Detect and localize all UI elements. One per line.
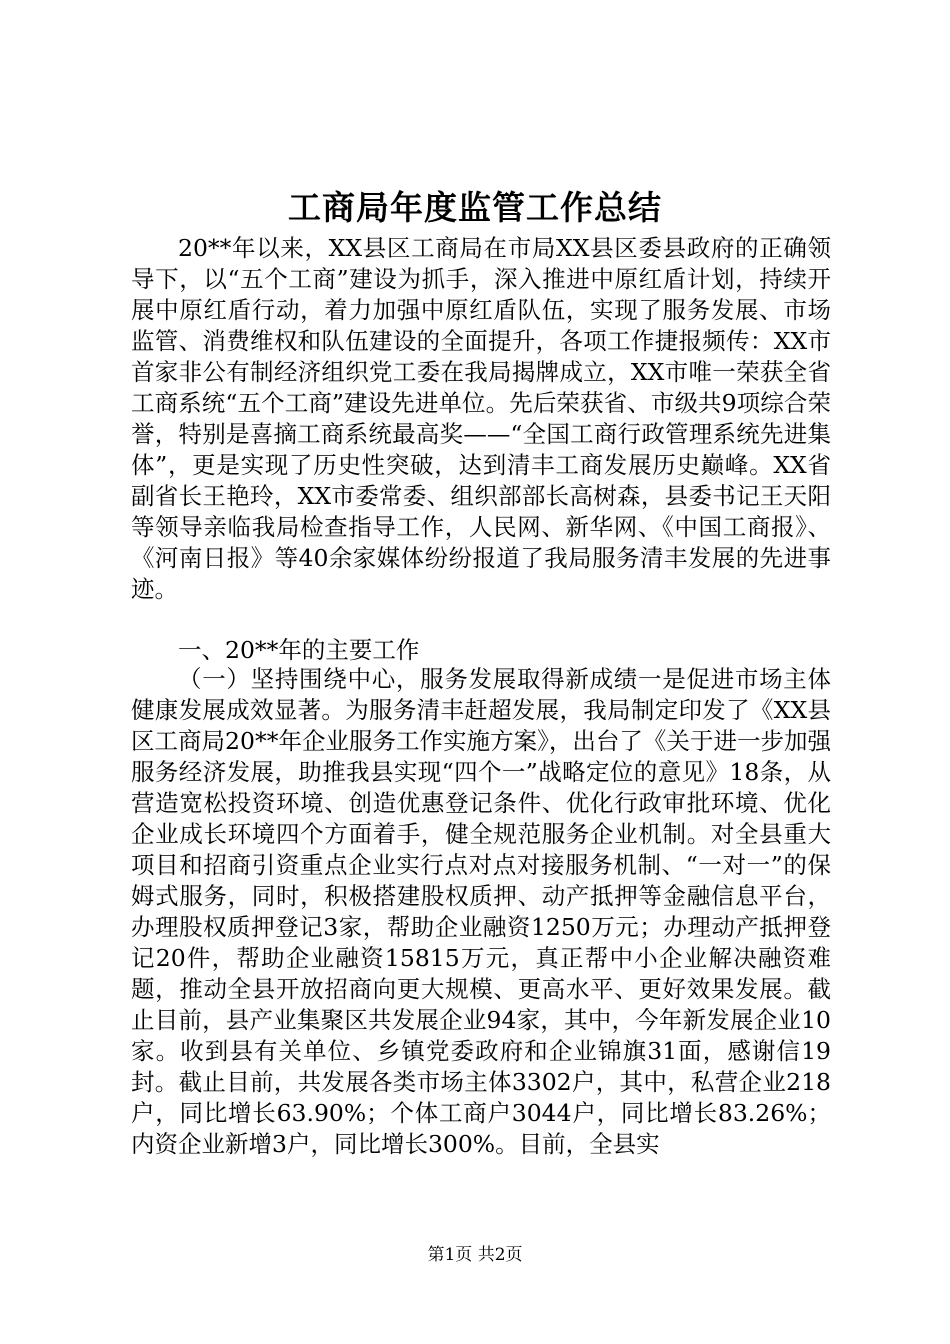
page-footer: 第1页 共2页 (427, 1245, 523, 1265)
intro-paragraph: 20**年以来，XX县区工商局在市局XX县区委县政府的正确领导下，以“五个工商”建设为抓手，深入推进中原红盾计划，持续开展中原红盾行动，着力加强中原红盾队伍，实现了服务发展、市场监管、消费维权和队伍建设的全面提升，各项工作捷报频传：XX市首家非公有制经济组织党工委在我局揭牌成立，XX市唯一荣获全省工商系统“五个工商”建设先进单位。先后荣获省、市级共9项综合荣誉，特别是喜摘工商系统最高奖——“全国工商行政管理系统先进集体”，更是实现了历史性突破，达到清丰工商发展历史巅峰。XX省副省长王艳玲，XX市委常委、组织部部长高树森，县委书记王天阳等领导亲临我局检查指导工作，人民网、新华网、《中国工商报》、《河南日报》等40余家媒体纷纷报道了我局服务清丰发展的先进事迹。 (131, 234, 831, 603)
document-title: 工商局年度监管工作总结 (288, 188, 662, 227)
section-paragraph: （一）坚持围绕中心，服务发展取得新成绩一是促进市场主体健康发展成效显著。为服务清丰赶超发展，我局制定印发了《XX县区工商局20**年企业服务工作实施方案》，出台了《关于进一步加强服务经济发展，助推我县实现“四个一”战略定位的意见》18条，从营造宽松投资环境、创造优惠登记条件、优化行政审批环境、优化企业成长环境四个方面着手，健全规范服务企业机制。对全县重大项目和招商引资重点企业实行点对点对接服务机制、“一对一”的保姆式服务，同时，积极搭建股权质押、动产抵押等金融信息平台，办理股权质押登记3家，帮助企业融资1250万元；办理动产抵押登记20件，帮助企业融资15815万元，真正帮中小企业解决融资难题，推动全县开放招商向更大规模、更高水平、更好效果发展。截止目前，县产业集聚区共发展企业94家，其中，今年新发展企业10家。收到县有关单位、乡镇党委政府和企业锦旗31面，感谢信19封。截止目前，共发展各类市场主体3302户，其中，私营企业218户，同比增长63.90%；个体工商户3044户，同比增长83.26%；内资企业新增3户，同比增长300%。目前，全县实 (131, 665, 831, 1158)
section-heading: 一、20**年的主要工作 (178, 636, 420, 664)
